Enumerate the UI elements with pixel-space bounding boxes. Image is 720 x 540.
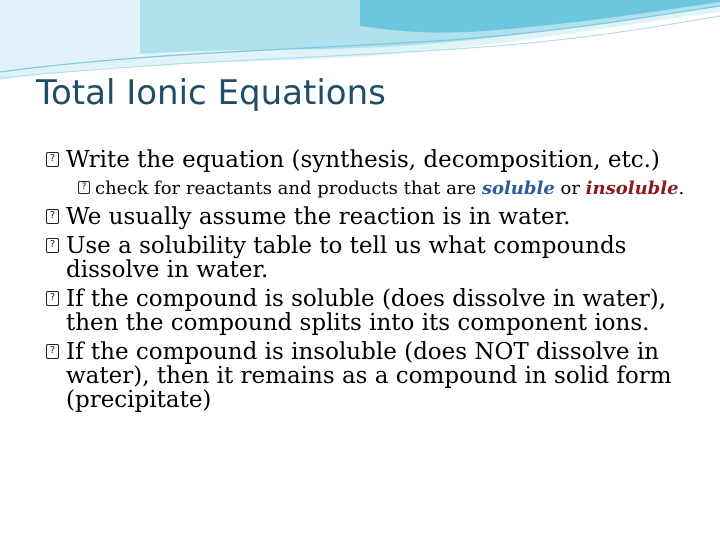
- square-box-icon: ?: [78, 181, 90, 194]
- bullet-text: Use a solubility table to tell us what compounds dissolve in water.: [66, 233, 627, 283]
- bullet-item: [46, 340, 686, 412]
- slide-title: Total Ionic Equations: [36, 73, 386, 113]
- square-box-icon: ?: [46, 152, 59, 167]
- bullet-text: Write the equation (synthesis, decomposition, etc.): [66, 147, 660, 173]
- bullet-item: [46, 234, 686, 282]
- bullet-item: [46, 148, 686, 172]
- square-box-icon: ?: [46, 291, 59, 306]
- square-box-icon: ?: [46, 344, 59, 359]
- sub-bullet-text-middle: or: [554, 178, 586, 199]
- square-box-icon: ?: [46, 209, 59, 224]
- soluble-term: soluble: [481, 178, 555, 199]
- insoluble-term: insoluble: [585, 178, 679, 199]
- bullet-text: If the compound is soluble (does dissolve in water), then the compound splits into its component ions.: [66, 286, 667, 336]
- bullet-text: If the compound is insoluble (does NOT dissolve in water), then it remains as a compound in solid form (precipitate): [66, 339, 672, 413]
- sub-bullet-text-before: check for reactants and products that are: [95, 178, 482, 199]
- bullet-item: [46, 287, 686, 335]
- bullet-list: [46, 148, 686, 412]
- sub-bullet-text-after: .: [678, 178, 685, 199]
- bullet-item: [46, 205, 686, 229]
- bullet-text: We usually assume the reaction is in water.: [66, 204, 571, 230]
- sub-bullet-item: [78, 178, 686, 199]
- square-box-icon: ?: [46, 238, 59, 253]
